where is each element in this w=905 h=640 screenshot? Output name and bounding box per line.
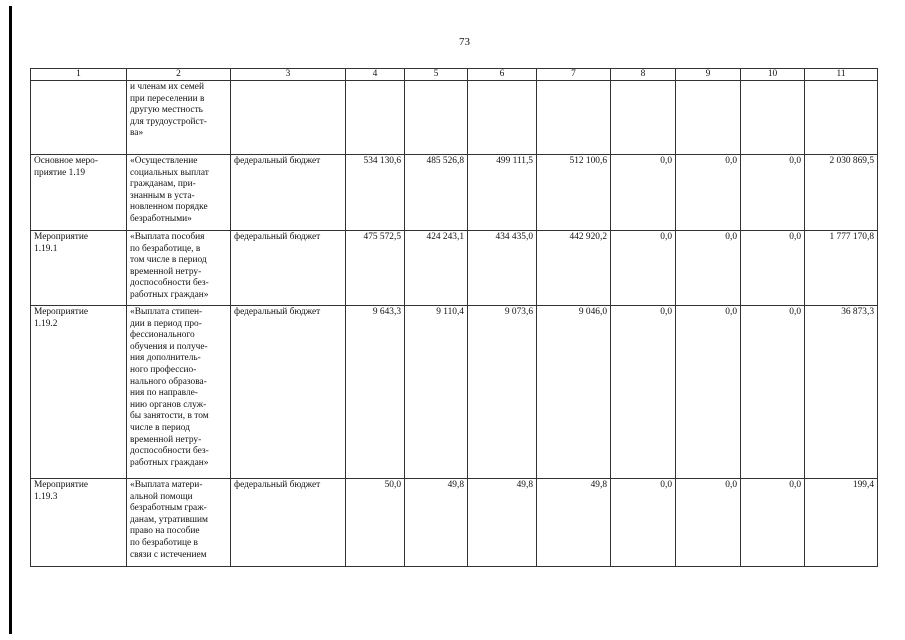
column-header: 5 <box>405 69 468 81</box>
table-row <box>31 479 878 567</box>
column-header: 3 <box>231 69 346 81</box>
column-header: 10 <box>741 69 805 81</box>
activity-code-cell: Мероприятие 1.19.3 <box>31 479 127 567</box>
table-row <box>31 81 878 155</box>
value-cell: 534 130,6 <box>346 155 405 231</box>
activity-name-cell: «Выплата пособия по безработице, в том числе в период временной нетру- доспособности без- работных граждан» <box>127 231 231 306</box>
total-cell: 36 873,3 <box>805 306 878 479</box>
funding-source-cell: федеральный бюджет <box>231 155 346 231</box>
value-cell: 9 110,4 <box>405 306 468 479</box>
column-header: 8 <box>611 69 676 81</box>
activity-name-cell: «Осуществление социальных выплат гражданам, при- знанным в уста- новленном порядке безработными» <box>127 155 231 231</box>
total-cell: 199,4 <box>805 479 878 567</box>
column-header: 7 <box>537 69 611 81</box>
value-cell: 512 100,6 <box>537 155 611 231</box>
value-cell <box>676 81 741 155</box>
total-cell: 1 777 170,8 <box>805 231 878 306</box>
activity-name-cell: «Выплата стипен- дии в период про- фессионального обучения и получе- ния дополнитель- ного профессио- нального образова- ния по направле- нию органов служ- бы занятости, в том числе в период временной нетру- доспособности без- работных граждан» <box>127 306 231 479</box>
activity-name-cell: «Выплата матери- альной помощи безработным граж- данам, утратившим право на пособие по безработице в связи с истечением <box>127 479 231 567</box>
value-cell: 0,0 <box>741 479 805 567</box>
activity-code-cell: Мероприятие 1.19.1 <box>31 231 127 306</box>
value-cell <box>611 81 676 155</box>
value-cell: 9 073,6 <box>468 306 537 479</box>
value-cell: 424 243,1 <box>405 231 468 306</box>
activity-code-cell: Основное меро- приятие 1.19 <box>31 155 127 231</box>
column-header: 4 <box>346 69 405 81</box>
value-cell: 49,8 <box>537 479 611 567</box>
value-cell: 9 046,0 <box>537 306 611 479</box>
column-header: 9 <box>676 69 741 81</box>
value-cell: 0,0 <box>676 231 741 306</box>
value-cell <box>346 81 405 155</box>
activity-name-cell: и членам их семей при переселении в другую местность для трудоустройст- ва» <box>127 81 231 155</box>
funding-source-cell: федеральный бюджет <box>231 306 346 479</box>
column-header: 11 <box>805 69 878 81</box>
header-row <box>31 69 878 81</box>
page-edge-bar <box>9 6 12 634</box>
table-row <box>31 306 878 479</box>
funding-source-cell <box>231 81 346 155</box>
value-cell: 0,0 <box>676 479 741 567</box>
value-cell: 0,0 <box>611 479 676 567</box>
value-cell <box>741 81 805 155</box>
value-cell: 0,0 <box>741 155 805 231</box>
value-cell: 0,0 <box>741 306 805 479</box>
value-cell: 0,0 <box>676 155 741 231</box>
total-cell <box>805 81 878 155</box>
value-cell: 49,8 <box>405 479 468 567</box>
table-row <box>31 231 878 306</box>
value-cell: 442 920,2 <box>537 231 611 306</box>
funding-source-cell: федеральный бюджет <box>231 231 346 306</box>
value-cell: 475 572,5 <box>346 231 405 306</box>
value-cell: 49,8 <box>468 479 537 567</box>
value-cell: 0,0 <box>611 155 676 231</box>
column-header: 2 <box>127 69 231 81</box>
table-row <box>31 155 878 231</box>
value-cell: 0,0 <box>611 231 676 306</box>
value-cell: 434 435,0 <box>468 231 537 306</box>
value-cell <box>405 81 468 155</box>
value-cell: 0,0 <box>741 231 805 306</box>
value-cell: 0,0 <box>676 306 741 479</box>
column-header: 1 <box>31 69 127 81</box>
column-header: 6 <box>468 69 537 81</box>
funding-source-cell: федеральный бюджет <box>231 479 346 567</box>
total-cell: 2 030 869,5 <box>805 155 878 231</box>
activity-code-cell <box>31 81 127 155</box>
page-number: 73 <box>459 36 470 48</box>
value-cell: 0,0 <box>611 306 676 479</box>
value-cell: 499 111,5 <box>468 155 537 231</box>
budget-table <box>30 68 878 567</box>
activity-code-cell: Мероприятие 1.19.2 <box>31 306 127 479</box>
value-cell <box>537 81 611 155</box>
value-cell: 485 526,8 <box>405 155 468 231</box>
value-cell: 9 643,3 <box>346 306 405 479</box>
value-cell: 50,0 <box>346 479 405 567</box>
value-cell <box>468 81 537 155</box>
